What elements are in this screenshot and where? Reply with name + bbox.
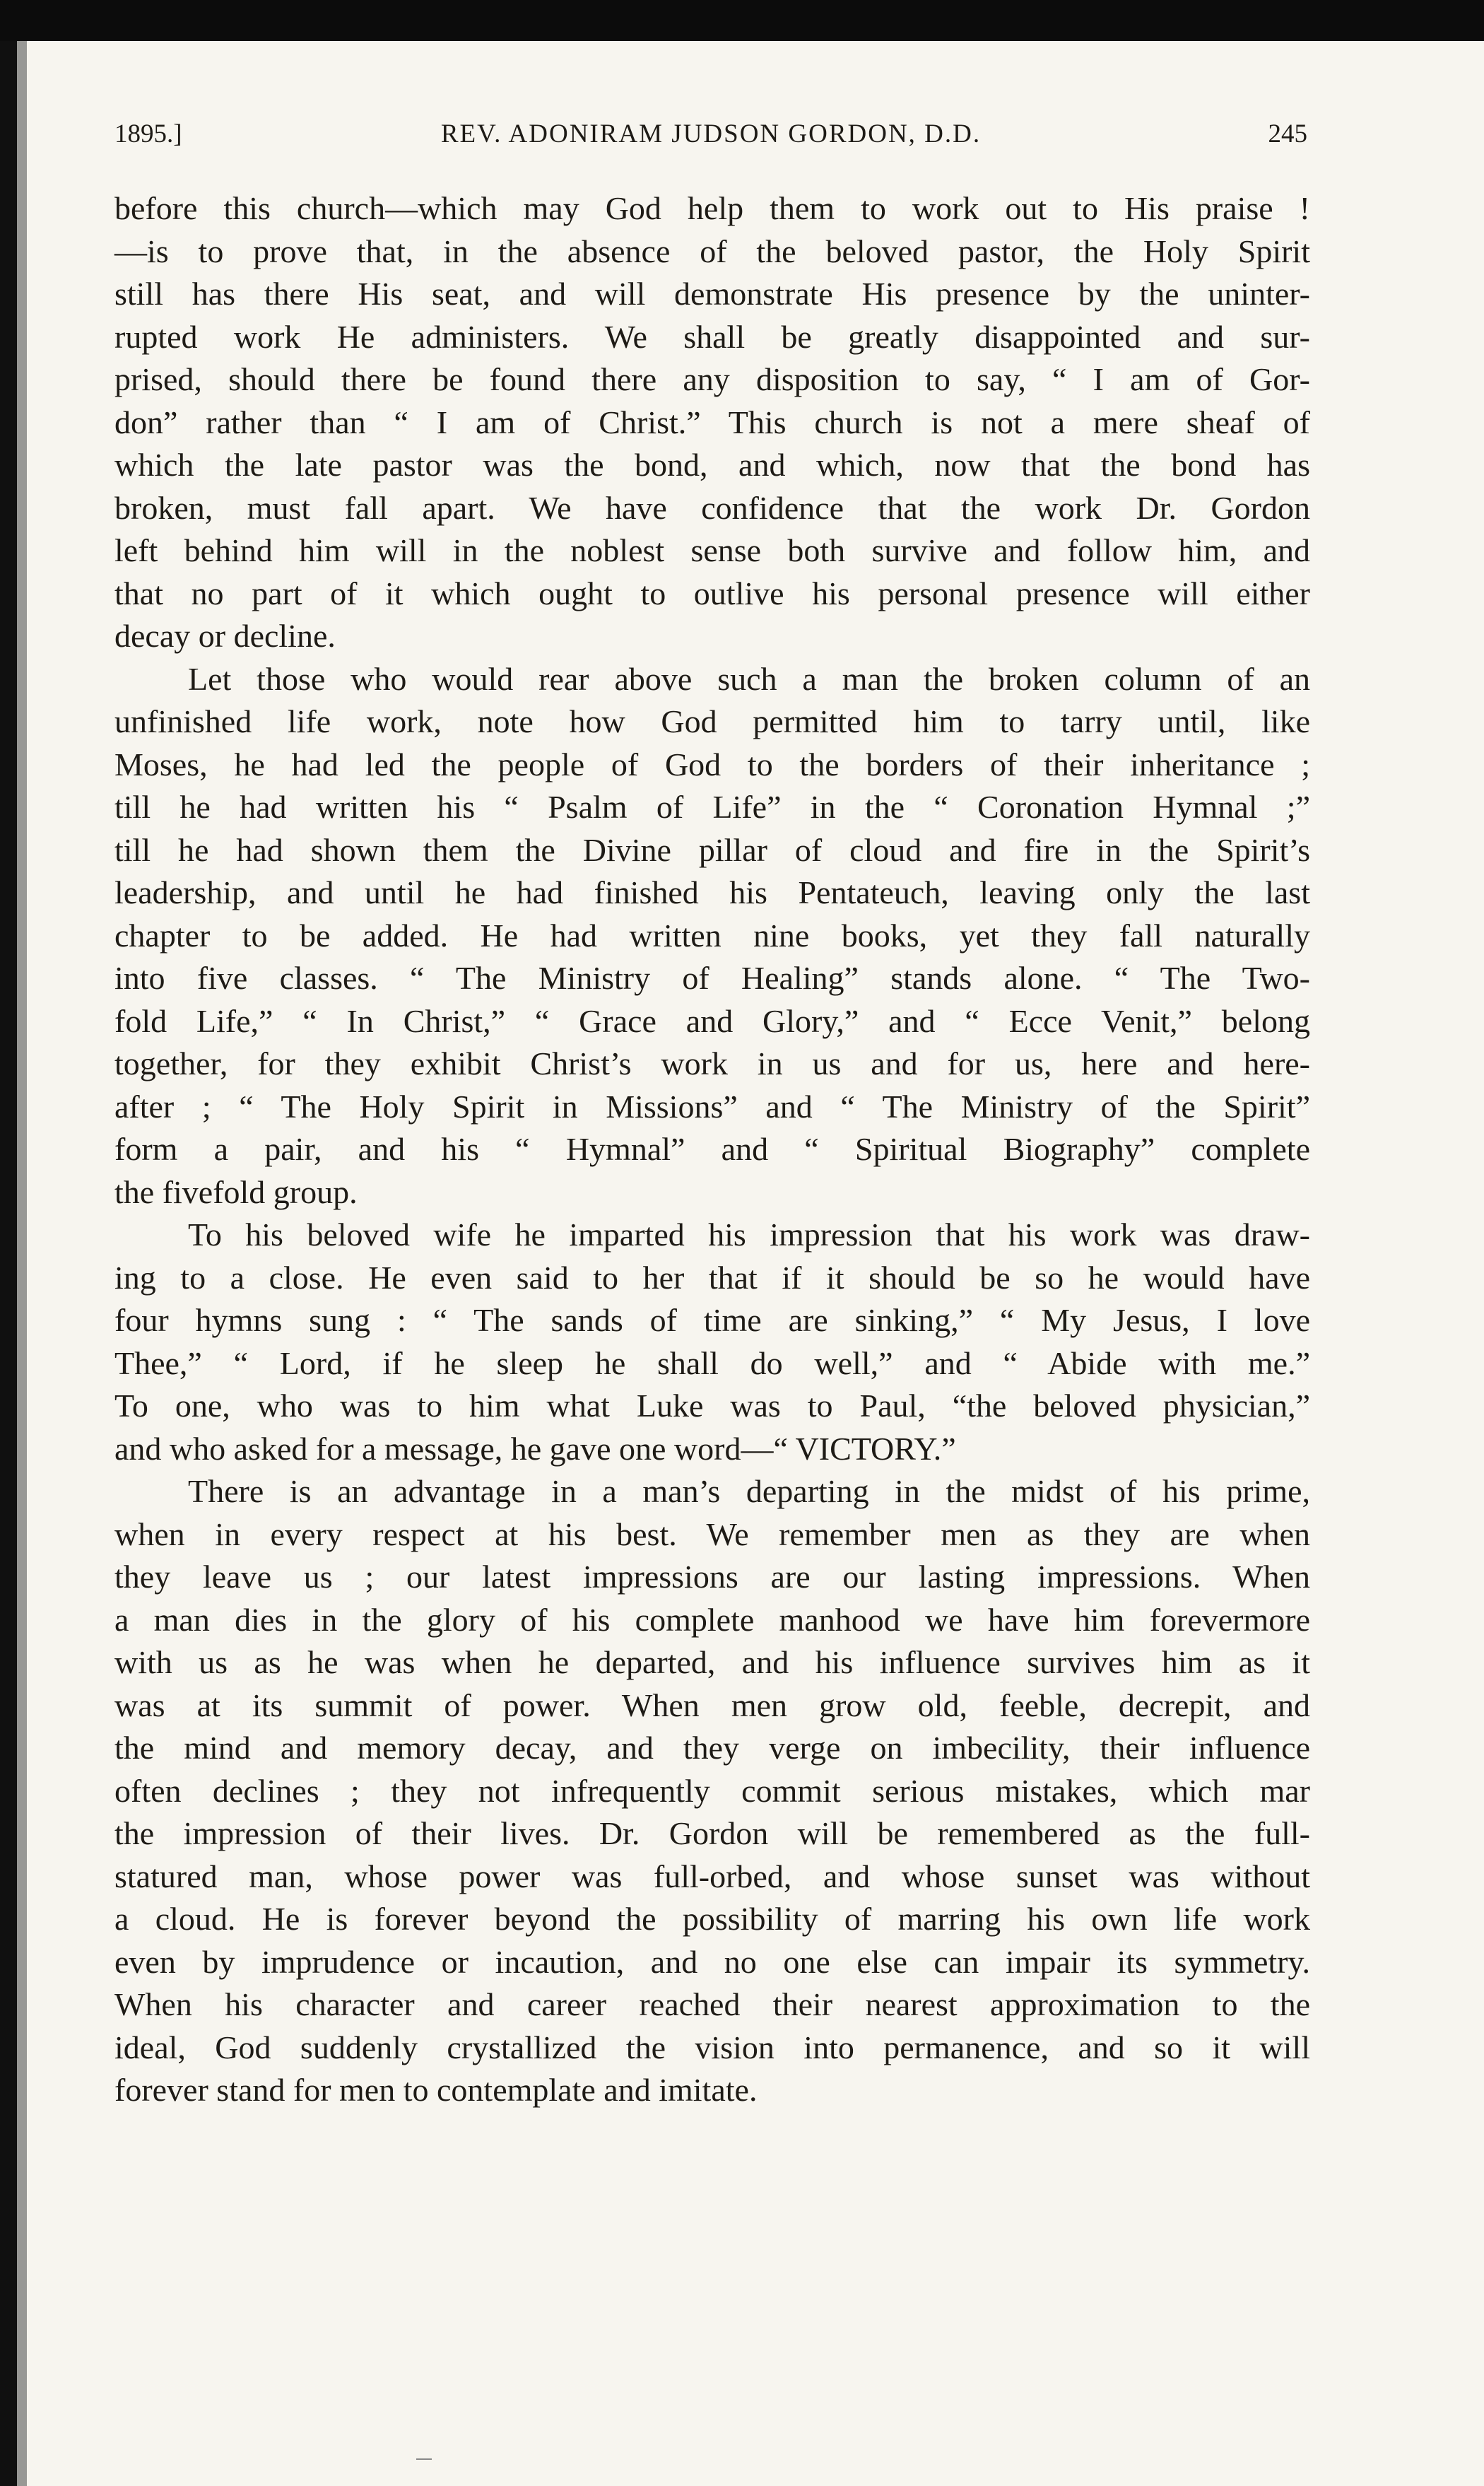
paragraph-1 bbox=[114, 187, 1310, 658]
text-line: There is an advantage in a man’s departing in the midst of his prime, bbox=[188, 1473, 1310, 1509]
text-line: when in every respect at his best. We remember men as they are when bbox=[114, 1515, 1310, 1552]
text-line: statured man, whose power was full-orbed, and whose sunset was without bbox=[114, 1858, 1310, 1894]
text-line: leadership, and until he had finished his Pentateuch, leaving only the last bbox=[114, 874, 1310, 910]
text-line: When his character and career reached their nearest approximation to the bbox=[114, 1986, 1310, 2022]
text-line: four hymns sung : “ The sands of time are sinking,” “ My Jesus, I love bbox=[114, 1302, 1310, 1338]
text-line: decay or decline. bbox=[114, 618, 336, 654]
text-line: a man dies in the glory of his complete manhood we have him forevermore bbox=[114, 1601, 1310, 1638]
text-line: which the late pastor was the bond, and which, now that the bond has bbox=[114, 447, 1310, 483]
text-line: To his beloved wife he imparted his impression that his work was draw- bbox=[188, 1216, 1310, 1253]
text-line: prised, should there be found there any disposition to say, “ I am of Gor- bbox=[114, 361, 1310, 397]
text-line: Let those who would rear above such a man the broken column of an bbox=[188, 660, 1310, 697]
text-line: still has there His seat, and will demonstrate His presence by the uninter- bbox=[114, 276, 1310, 312]
scan-left-shadow bbox=[17, 41, 27, 2486]
text-line: Thee,” “ Lord, if he sleep he shall do well,” and “ Abide with me.” bbox=[114, 1344, 1310, 1381]
text-line: they leave us ; our latest impressions are our lasting impressions. When bbox=[114, 1559, 1310, 1595]
paragraph-2 bbox=[114, 658, 1310, 1214]
text-line: Moses, he had led the people of God to the borders of their inheritance ; bbox=[114, 746, 1310, 782]
text-line: after ; “ The Holy Spirit in Missions” and “ The Ministry of the Spirit” bbox=[114, 1088, 1310, 1125]
text-line: before this church—which may God help them to work out to His praise ! bbox=[114, 190, 1310, 226]
text-line: together, for they exhibit Christ’s work in us and for us, here and here- bbox=[114, 1045, 1310, 1081]
text-line: unfinished life work, note how God permitted him to tarry until, like bbox=[114, 703, 1310, 739]
text-line: even by imprudence or incaution, and no one else can impair its symmetry. bbox=[114, 1943, 1310, 1980]
scan-top-border bbox=[0, 0, 1484, 41]
body-text bbox=[114, 187, 1310, 2112]
page-number: 245 bbox=[1268, 119, 1307, 148]
header-year: 1895.] bbox=[114, 119, 182, 148]
text-line: —is to prove that, in the absence of the beloved pastor, the Holy Spirit bbox=[114, 233, 1310, 269]
text-line: till he had written his “ Psalm of Life” in the “ Coronation Hymnal ;” bbox=[114, 789, 1310, 825]
text-line: the impression of their lives. Dr. Gordon will be remembered as the full- bbox=[114, 1815, 1310, 1851]
paragraph-3 bbox=[114, 1214, 1310, 1470]
text-line: rupted work He administers. We shall be greatly disappointed and sur- bbox=[114, 318, 1310, 355]
text-line: into five classes. “ The Ministry of Healing” stands alone. “ The Two- bbox=[114, 960, 1310, 996]
text-line: ing to a close. He even said to her that if it should be so he would have bbox=[114, 1259, 1310, 1296]
running-header bbox=[114, 119, 1307, 161]
text-line: form a pair, and his “ Hymnal” and “ Spiritual Biography” complete bbox=[114, 1131, 1310, 1167]
paragraph-4 bbox=[114, 1470, 1310, 2112]
text-line: chapter to be added. He had written nine books, yet they fall naturally bbox=[114, 917, 1310, 954]
text-line: To one, who was to him what Luke was to Paul, “the beloved physician,” bbox=[114, 1388, 1310, 1424]
scan-left-border bbox=[0, 41, 17, 2486]
text-line: ideal, God suddenly crystallized the vision into permanence, and so it will bbox=[114, 2029, 1310, 2065]
text-line: with us as he was when he departed, and his influence survives him as it bbox=[114, 1644, 1310, 1680]
text-line: that no part of it which ought to outlive his personal presence will either bbox=[114, 575, 1310, 611]
header-title: REV. ADONIRAM JUDSON GORDON, D.D. bbox=[440, 119, 982, 148]
text-line: was at its summit of power. When men grow old, feeble, decrepit, and bbox=[114, 1687, 1310, 1723]
text-line: don” rather than “ I am of Christ.” This church is not a mere sheaf of bbox=[114, 404, 1310, 440]
text-line: the mind and memory decay, and they verge on imbecility, their influence bbox=[114, 1730, 1310, 1766]
text-line: often declines ; they not infrequently commit serious mistakes, which mar bbox=[114, 1772, 1310, 1809]
text-line: fold Life,” “ In Christ,” “ Grace and Glory,” and “ Ecce Venit,” belong bbox=[114, 1002, 1310, 1039]
text-line: left behind him will in the noblest sense both survive and follow him, and bbox=[114, 532, 1310, 568]
text-line: till he had shown them the Divine pillar of cloud and fire in the Spirit’s bbox=[114, 831, 1310, 868]
text-line: forever stand for men to contemplate and imitate. bbox=[114, 2072, 758, 2108]
text-line: broken, must fall apart. We have confidence that the work Dr. Gordon bbox=[114, 489, 1310, 526]
text-line: and who asked for a message, he gave one word—“ VICTORY.” bbox=[114, 1430, 956, 1467]
text-line: a cloud. He is forever beyond the possibility of marring his own life work bbox=[114, 1901, 1310, 1937]
footer-mark bbox=[416, 2458, 432, 2460]
text-line: the fivefold group. bbox=[114, 1173, 358, 1210]
